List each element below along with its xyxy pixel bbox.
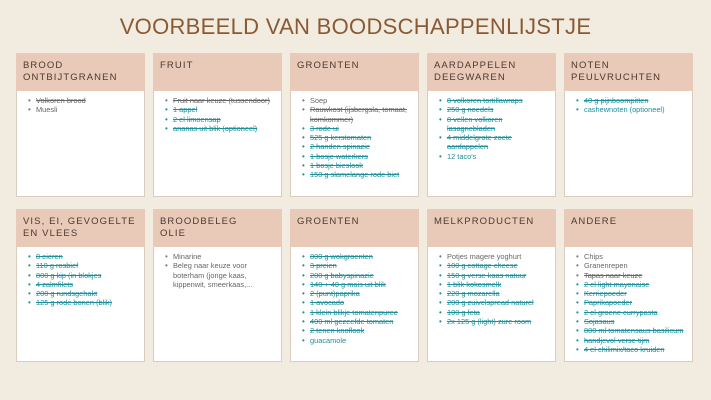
category-card — [153, 209, 282, 362]
list-item[interactable]: • Sojasaus — [584, 317, 686, 326]
category-header-line: OLIE — [160, 228, 187, 239]
list-item[interactable]: • 3 preien — [310, 261, 412, 270]
list-item[interactable]: • 4 zalmfilets — [36, 280, 138, 289]
list-item[interactable]: • Tapas naar keuze — [584, 271, 686, 280]
list-item[interactable]: • 2 el groene currypasta — [584, 308, 686, 317]
category-header-line: FRUIT — [160, 60, 194, 71]
category-header — [153, 53, 282, 91]
list-item[interactable]: • 200 g rundsgehakt — [36, 289, 138, 298]
list-item[interactable]: • 150 g slamelange rode biet — [310, 170, 412, 179]
category-header-line: ANDERE — [571, 216, 618, 227]
list-item[interactable]: • handjevol verse tijm — [584, 336, 686, 345]
list-item[interactable]: • 1 blik kokosmelk — [447, 280, 549, 289]
list-item[interactable]: • ananas uit blik (optioneel) — [173, 124, 275, 133]
item-list — [299, 252, 412, 345]
list-item[interactable]: • 3 rode ui — [310, 124, 412, 133]
category-header — [290, 53, 419, 91]
category-header — [16, 53, 145, 91]
list-item[interactable]: • 400 ml gezeefde tomaten — [310, 317, 412, 326]
item-list — [162, 252, 275, 289]
item-list-box — [290, 91, 419, 197]
category-header-line: GROENTEN — [297, 60, 360, 71]
list-item[interactable]: • 12 taco's — [447, 152, 549, 161]
list-item[interactable]: • 2 (punt)paprika — [310, 289, 412, 298]
list-item[interactable]: • 140 + 40 g mais uit blik — [310, 280, 412, 289]
category-card — [564, 53, 693, 197]
list-item[interactable]: • 525 g kerstomaten — [310, 133, 412, 142]
list-item[interactable]: • 2x 125 g (light) zure room — [447, 317, 549, 326]
list-item[interactable]: • 40 g pijnboompitten — [584, 96, 686, 105]
list-item[interactable]: • 4 middelgrote zoete aardappelen — [447, 133, 549, 152]
category-card — [427, 53, 556, 197]
list-item[interactable]: • 4 el chilimix/taco kruiden — [584, 345, 686, 354]
list-item[interactable]: • 800 ml tomatensaus basilicum — [584, 326, 686, 335]
list-item[interactable]: • Chips — [584, 252, 686, 261]
list-item[interactable]: • Minarine — [173, 252, 275, 261]
item-list-box — [153, 247, 282, 362]
item-list-box — [16, 91, 145, 197]
list-item[interactable]: • Beleg naar keuze voor boterham (jonge kaas, kippenwit, smeerkaas,... — [173, 261, 275, 289]
list-item[interactable]: • Fruit naar keuze (tussendoor) — [173, 96, 275, 105]
category-card — [290, 53, 419, 197]
category-card — [153, 53, 282, 197]
list-item[interactable]: • Granenrepen — [584, 261, 686, 270]
list-item[interactable]: • 200 g zuivelspread naturel — [447, 298, 549, 307]
item-list — [25, 96, 138, 115]
category-header — [427, 53, 556, 91]
category-grid — [16, 53, 696, 374]
list-item[interactable]: • 220 g mozarella — [447, 289, 549, 298]
list-item[interactable]: • 1 avocado — [310, 298, 412, 307]
list-item[interactable]: • 1 klein blikje tomatenpuree — [310, 308, 412, 317]
list-item[interactable]: • 100 g feta — [447, 308, 549, 317]
item-list-box — [564, 247, 693, 362]
category-header-line: DEEGWAREN — [434, 72, 506, 83]
list-item[interactable]: • 8 volkoren tortillawraps — [447, 96, 549, 105]
item-list — [25, 252, 138, 308]
category-header-line: VIS, EI, GEVOGELTE — [23, 216, 136, 227]
category-header-line: PEULVRUCHTEN — [571, 72, 662, 83]
list-item[interactable]: • Soep — [310, 96, 412, 105]
list-item[interactable]: • 2 el limoensap — [173, 115, 275, 124]
item-list-box — [564, 91, 693, 197]
item-list — [436, 96, 549, 161]
list-item[interactable]: • 1 appel — [173, 105, 275, 114]
list-item[interactable]: • guacamole — [310, 336, 412, 345]
list-item[interactable]: • Rauwkost (ijsbergsla, tomaat, komkommer) — [310, 105, 412, 124]
category-card — [290, 209, 419, 362]
list-item[interactable]: • 2 handen spinazie — [310, 142, 412, 151]
list-item[interactable]: • 250 g noedels — [447, 105, 549, 114]
item-list-box — [290, 247, 419, 362]
list-item[interactable]: • Muesli — [36, 105, 138, 114]
category-header-line: MELKPRODUCTEN — [434, 216, 535, 227]
item-list — [573, 252, 686, 354]
list-item[interactable]: • 1 bosje bieslook — [310, 161, 412, 170]
category-header-line: BROOD — [23, 60, 64, 71]
category-header-line: EN VLEES — [23, 228, 79, 239]
item-list — [436, 252, 549, 326]
category-header-line: BROODBELEG — [160, 216, 238, 227]
category-card — [16, 53, 145, 197]
list-item[interactable]: • 125 g rode bonen (blik) — [36, 298, 138, 307]
list-item[interactable]: • 100 g cottage cheese — [447, 261, 549, 270]
item-list — [299, 96, 412, 180]
list-item[interactable]: • 8 vellen volkoren lasagnebladen — [447, 115, 549, 134]
list-item[interactable]: • 8 eieren — [36, 252, 138, 261]
category-header-line: NOTEN — [571, 60, 610, 71]
item-list-box — [427, 247, 556, 362]
item-list-box — [16, 247, 145, 362]
category-card — [427, 209, 556, 362]
page-title: VOORBEELD VAN BOODSCHAPPENLIJSTJE — [119, 14, 592, 39]
category-header — [564, 209, 693, 247]
category-card — [16, 209, 145, 362]
category-header-line: AARDAPPELEN — [434, 60, 517, 71]
category-header-line: ONTBIJTGRANEN — [23, 72, 118, 83]
item-list — [573, 96, 686, 115]
list-item[interactable]: • 2 el light mayonaise — [584, 280, 686, 289]
category-header — [427, 209, 556, 247]
list-item[interactable]: • 200 g babyspinazie — [310, 271, 412, 280]
list-item[interactable]: • Potjes magere yoghurt — [447, 252, 549, 261]
list-item[interactable]: • 150 g verse kaas natuur — [447, 271, 549, 280]
list-item[interactable]: • Paprikapoeder — [584, 298, 686, 307]
category-header — [16, 209, 145, 247]
category-row-top — [16, 53, 696, 197]
list-item[interactable]: • cashewnoten (optioneel) — [584, 105, 686, 114]
category-header — [564, 53, 693, 91]
category-header — [153, 209, 282, 247]
category-row-bottom — [16, 209, 696, 362]
list-item[interactable]: • Volkoren brood — [36, 96, 138, 105]
category-card — [564, 209, 693, 362]
list-item[interactable]: • Kerriepoeder — [584, 289, 686, 298]
category-header — [290, 209, 419, 247]
list-item[interactable]: • 800 g wokgroenten — [310, 252, 412, 261]
item-list-box — [153, 91, 282, 197]
list-item[interactable]: • 800 g kip (in blokjes — [36, 271, 138, 280]
item-list — [162, 96, 275, 133]
list-item[interactable]: • 2 tenen knoflook — [310, 326, 412, 335]
item-list-box — [427, 91, 556, 197]
category-header-line: GROENTEN — [297, 216, 360, 227]
list-item[interactable]: • 110 g rosbief — [36, 261, 138, 270]
list-item[interactable]: • 1 bosje waterkers — [310, 152, 412, 161]
